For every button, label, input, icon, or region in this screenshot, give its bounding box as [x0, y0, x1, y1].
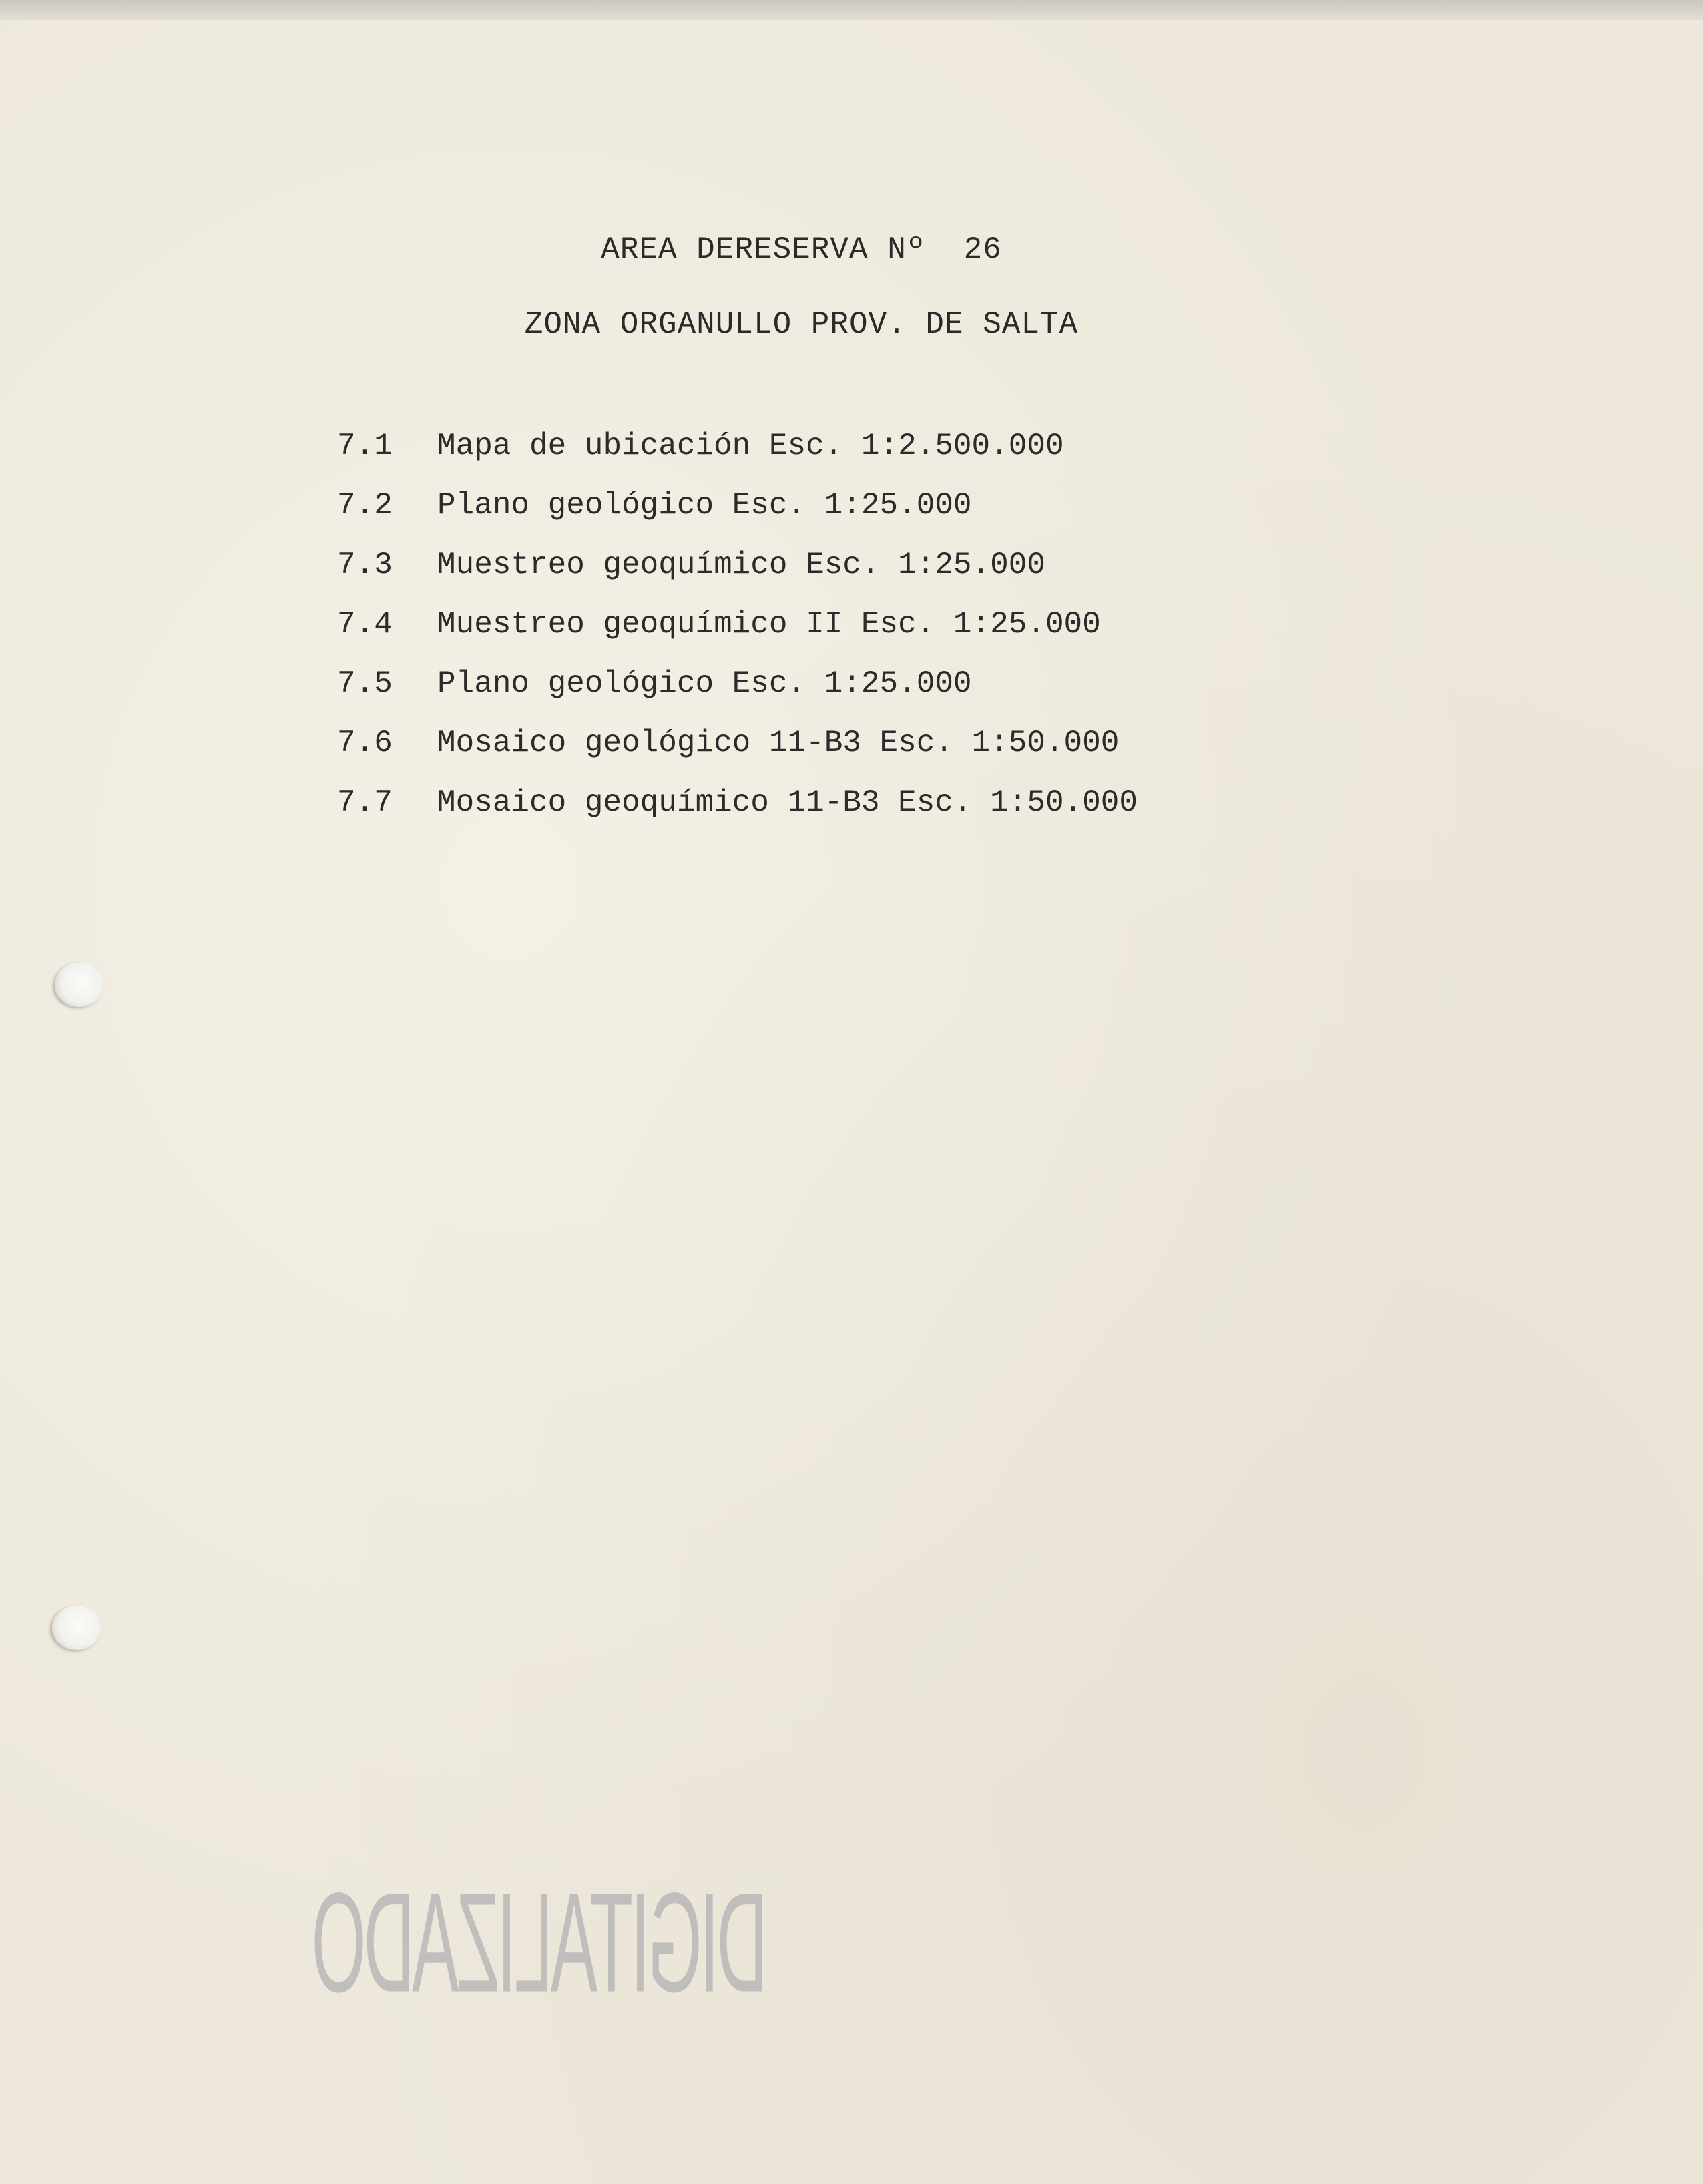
list-item — [337, 429, 1539, 488]
digitalizado-stamp: DIGITALIZADO — [314, 1864, 768, 2022]
item-number: 7.7 — [337, 785, 393, 820]
punch-hole-bottom — [52, 1606, 101, 1650]
list-item — [337, 785, 1539, 845]
item-text: Muestreo geoquímico II Esc. 1:25.000 — [437, 607, 1101, 642]
item-number: 7.4 — [337, 607, 393, 642]
item-number: 7.3 — [337, 548, 393, 582]
list-item — [337, 488, 1539, 548]
list-item — [337, 726, 1539, 785]
list-item — [337, 607, 1539, 666]
item-number: 7.2 — [337, 488, 393, 523]
item-text: Plano geológico Esc. 1:25.000 — [437, 488, 972, 523]
document-title: AREA DERESERVA Nº 26 — [601, 232, 1002, 267]
item-text: Mosaico geoquímico 11-B3 Esc. 1:50.000 — [437, 785, 1138, 820]
item-list — [337, 429, 1539, 845]
item-text: Plano geológico Esc. 1:25.000 — [437, 666, 972, 701]
item-text: Mosaico geológico 11-B3 Esc. 1:50.000 — [437, 726, 1120, 760]
list-item — [337, 548, 1539, 607]
document-subtitle: ZONA ORGANULLO PROV. DE SALTA — [524, 307, 1079, 342]
scan-top-edge — [0, 0, 1703, 20]
list-item — [337, 666, 1539, 726]
item-number: 7.6 — [337, 726, 393, 760]
punch-hole-top — [55, 963, 104, 1007]
item-text: Mapa de ubicación Esc. 1:2.500.000 — [437, 429, 1064, 463]
item-number: 7.1 — [337, 429, 393, 463]
item-text: Muestreo geoquímico Esc. 1:25.000 — [437, 548, 1045, 582]
item-number: 7.5 — [337, 666, 393, 701]
document-page — [0, 20, 1703, 2184]
